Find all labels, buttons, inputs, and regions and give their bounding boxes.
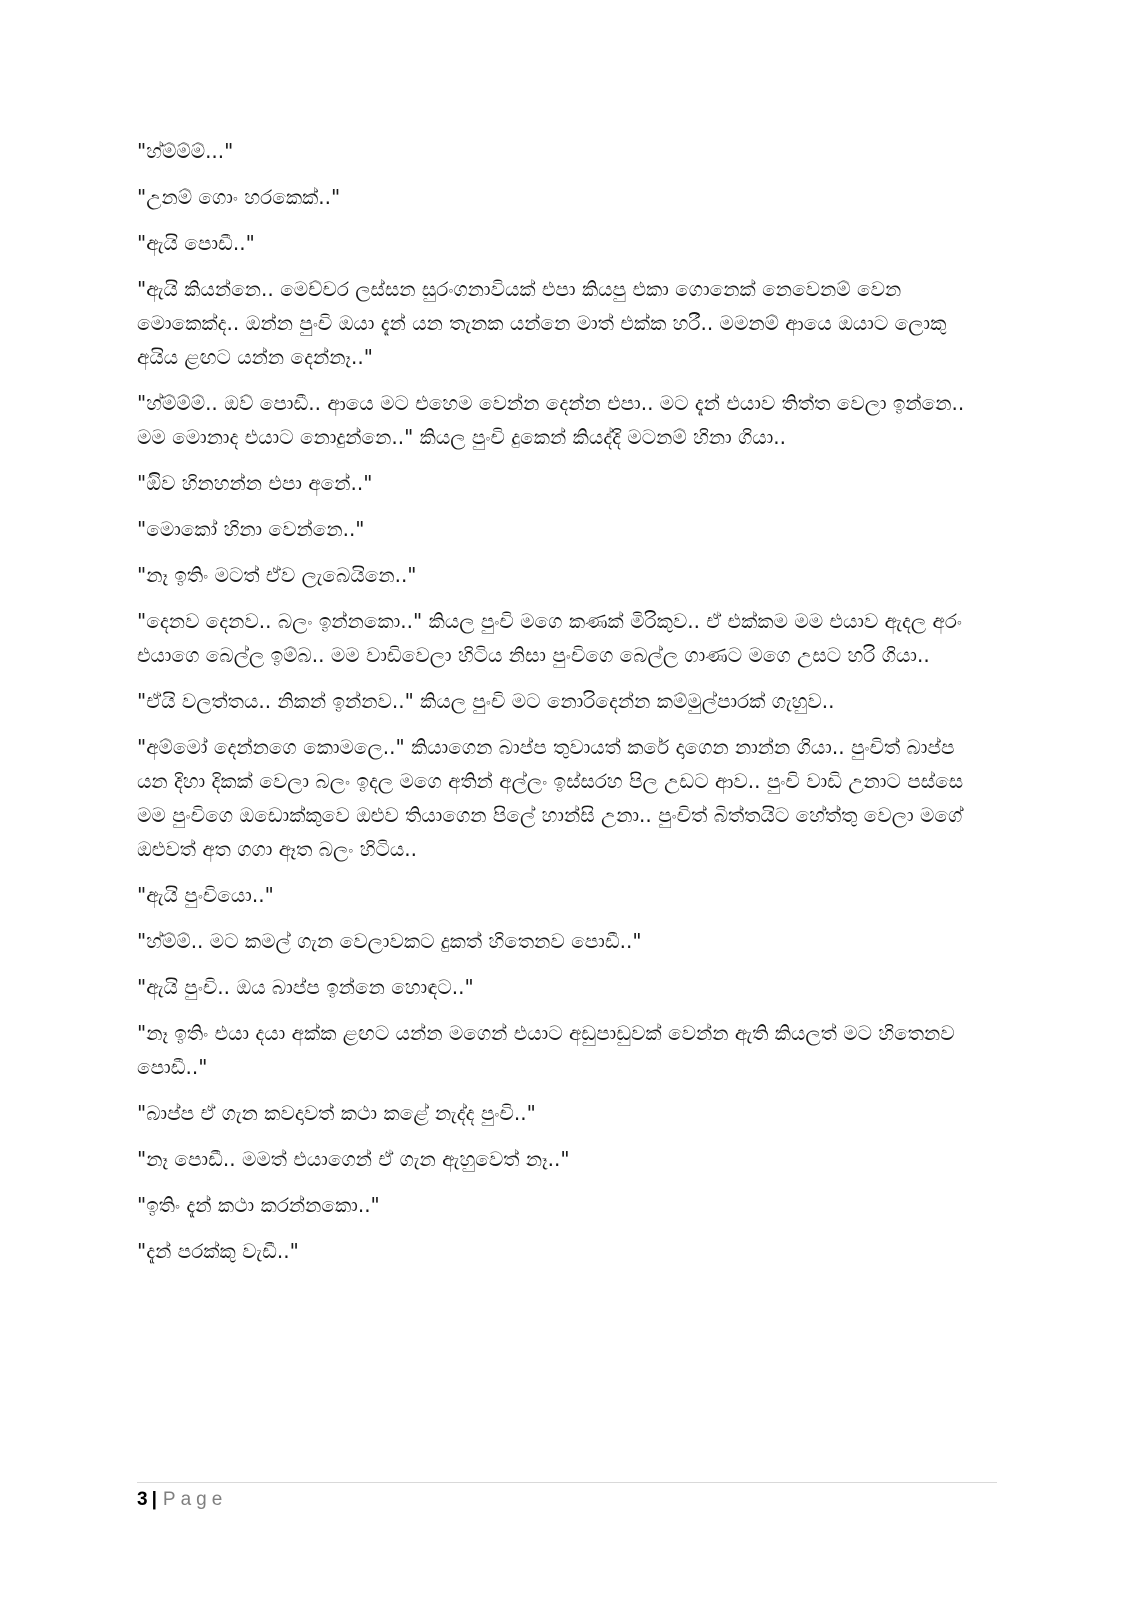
story-paragraph: "දැන් පරක්කු වැඩී.." (137, 1239, 299, 1263)
story-paragraph: "හ්ම්ම්.. මට කමල් ගැන වෙලාවකට දුකත් හිතෙනව පොඩී.." (137, 929, 642, 953)
story-paragraph: "හ්ම්ම්ම්.. ඔව් පොඩී.. ආයෙ මට එහෙම වෙන්න දෙන්න එපා.. මට දැන් එයාව තිත්ත වෙලා ඉන්නෙ.. මම මොනාද එයාට නොදුන්නෙ.." කියල පුංචි දුකෙන් කියද්දි මටනම් හිනා ගියා.. (137, 391, 965, 449)
story-paragraph: "ඇයි පොඩී.." (137, 231, 255, 255)
page-number: 3 (137, 1489, 148, 1510)
story-paragraph: "ඔිව හිනහන්න එපා අනේ.." (137, 471, 373, 495)
footer-divider (137, 1482, 997, 1483)
story-paragraph: "අම්මෝ දෙන්නගෙ කොමලෙ.." කියාගෙන බාප්ප තුවායත් කරේ දාගෙන නාන්න ගියා.. පුංචිත් බාප්ප යන දිහා දිකක් වෙලා බලං ඉදල මගෙ අතින් අල්ලං ඉස්සරහ පිල උඩට ආව.. පුංචි වාඩි උනාට පස්සෙ මම පුංචිගෙ ඔඩොක්කුවෙ ඔළුව තියාගෙන පිලේ හාන්සි උනා.. පුංචිත් බිත්තයිට හේත්තු වෙලා මගේ ඔළුවත් අත ගගා ඈත බලං හිටිය.. (137, 735, 964, 861)
story-paragraph: "ඉතිං දැන් කථා කරන්නකො.." (137, 1193, 380, 1217)
story-paragraph: "හ්ම්ම්ම්..." (137, 139, 234, 163)
story-paragraph: "දෙනව දෙනව.. බලං ඉන්නකො.." කියල පුංචි මගෙ කණක් මිරිකුව.. ඒ එක්කම මම එයාව ඇදල අරං එයාගෙ බෙල්ල ඉම්බ.. මම වාඩිවෙලා හිටිය නිසා පුංචිගෙ බෙල්ල ගාණට මගෙ උසට හරි ගියා.. (137, 609, 963, 667)
story-paragraph: "බාප්ප ඒ ගැන කවදාවත් කථා කළේ නැද්ද පුංචි.." (137, 1101, 536, 1125)
page-label: Page (162, 1489, 228, 1510)
story-paragraph: "මොකෝ හිනා වෙන්නෙ.." (137, 517, 365, 541)
story-body (137, 134, 977, 1280)
story-paragraph: "නෑ ඉතිං එයා දයා අක්ක ළඟට යන්න මගෙන් එයාට අඩුපාඩුවක් වෙන්න ඇති කියලත් මට හිතෙනව පොඩී.." (137, 1021, 955, 1079)
story-paragraph: "නෑ ඉතිං මටත් ඒව ලැබෙයිනෙ.." (137, 563, 417, 587)
page-footer (137, 1488, 227, 1512)
story-paragraph: "ඒයි වලත්තය.. නිකන් ඉන්නව.." කියල පුංචි මට නොරිදෙන්න කම්මුල්පාරක් ගැහුව.. (137, 689, 835, 713)
story-paragraph: "උනම් ගොං හරකෙක්.." (137, 185, 341, 209)
story-paragraph: "ඇයි පුංචි.. ඔය බාප්ප ඉන්නෙ හොඳට.." (137, 975, 474, 999)
footer-separator: | (151, 1489, 157, 1510)
story-paragraph: "ඇයි පුංචියො.." (137, 883, 274, 907)
story-paragraph: "නෑ පොඩී.. මමත් එයාගෙන් ඒ ගැන ඇහුවෙත් නෑ.." (137, 1147, 570, 1171)
story-paragraph: "ඇයි කියන්නෙ.. මෙච්චර ලස්සන සුරංගනාවියක් එපා කියපු එකා ගොනෙක් නෙවෙනම් වෙන මොකෙක්ද.. ඔන්න පුංචි ඔයා දැන් යන තැනක යන්නෙ මාත් එක්ක හරී.. මමනම් ආයෙ ඔයාට ලොකු අයිය ළඟට යන්න දෙන්නෑ.." (137, 277, 947, 369)
